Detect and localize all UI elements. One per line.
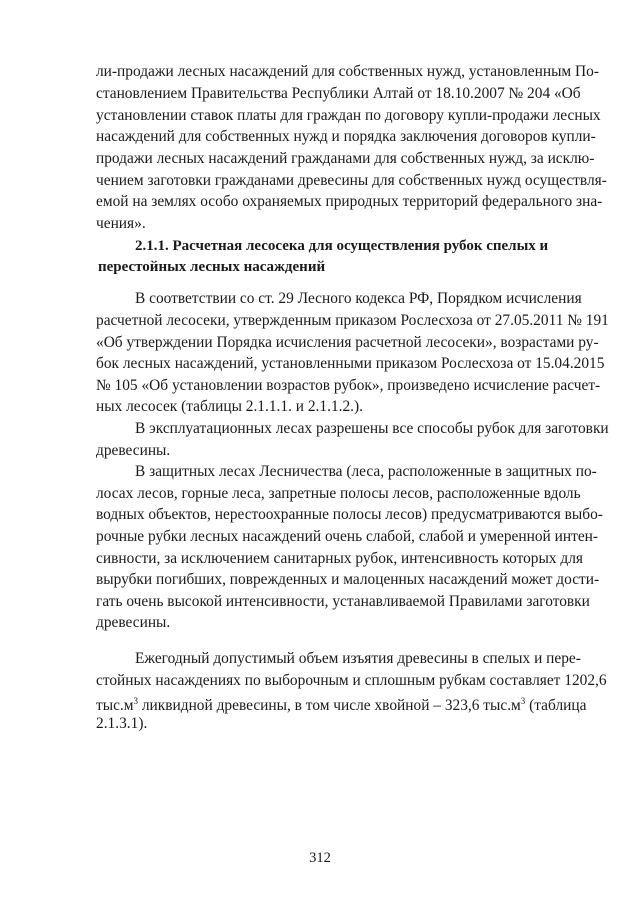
text-line: становлением Правительства Республики Алтай от 18.10.2007 № 204 «Об (96, 85, 581, 102)
text-line: гать очень высокой интенсивности, устанавливаемой Правилами заготовки (96, 593, 590, 610)
text-line: водных объектов, нерестоохранные полосы лесов) предусматриваются выбо- (96, 506, 603, 523)
section-heading-line: 2.1.1. Расчетная лесосека для осуществления рубок спелых и (135, 238, 549, 254)
text-line: 2.1.3.1). (96, 715, 148, 732)
text-line: расчетной лесосеки, утвержденным приказом Рослесхоза от 27.05.2011 № 191 (96, 312, 609, 329)
text-line: В соответствии со ст. 29 Лесного кодекса РФ, Порядком исчисления (135, 290, 582, 307)
text-line: бок лесных насаждений, установленными приказом Рослесхоза от 15.04.2015 (96, 355, 605, 372)
text-line: древесины. (96, 614, 171, 631)
text-line: вырубки погибших, поврежденных и малоценных насаждений может дости- (96, 571, 600, 588)
text-line: № 105 «Об установлении возрастов рубок», произведено исчисление расчет- (96, 377, 601, 394)
superscript-cubic: 3 (133, 696, 138, 706)
text-fragment: тыс.м (96, 697, 134, 715)
text-line: продажи лесных насаждений гражданами для собственных нужд, за исклю- (96, 150, 595, 167)
superscript-cubic: 3 (520, 696, 526, 706)
text-line: насаждений для собственных нужд и порядка заключения договоров купли- (96, 128, 596, 145)
text-line: сивности, за исключением санитарных рубок, интенсивность которых для (96, 550, 583, 567)
text-line: установлении ставок платы для граждан по договору купли-продажи лесных (96, 107, 601, 124)
text-line: стойных насаждениях по выборочным и сплошным рубкам составляет 1202,6 (96, 672, 607, 689)
text-line: Ежегодный допустимый объем изъятия древесины в спелых и пере- (135, 650, 581, 667)
text-line: чения». (96, 215, 146, 232)
text-line: рочные рубки лесных насаждений очень слабой, слабой и умеренной интен- (96, 528, 599, 545)
page-number: 312 (309, 850, 331, 866)
text-line: чением заготовки гражданами древесины для собственных нужд осуществля- (96, 172, 607, 189)
text-line: В защитных лесах Лесничества (леса, расположенные в защитных по- (135, 463, 597, 480)
text-line: емой на землях особо охраняемых природных территорий федерального зна- (96, 193, 603, 210)
text-line (96, 691, 587, 715)
text-line: В эксплуатационных лесах разрешены все способы рубок для заготовки (135, 420, 609, 437)
section-heading-line: перестойных лесных насаждений (98, 259, 326, 275)
text-line: ных лесосек (таблицы 2.1.1.1. и 2.1.1.2.). (96, 398, 364, 415)
text-line: древесины. (96, 442, 171, 459)
text-line: «Об утверждении Порядка исчисления расчетной лесосеки», возрастами ру- (96, 334, 599, 351)
text-fragment: ликвидной древесины, в том числе хвойной – 323,6 тыс.м (138, 697, 521, 715)
text-line: лосах лесов, горные леса, запретные полосы лесов, расположенные вдоль (96, 485, 581, 502)
text-fragment: (таблица (525, 697, 587, 715)
text-line: ли-продажи лесных насаждений для собственных нужд, установленным По- (96, 63, 599, 80)
